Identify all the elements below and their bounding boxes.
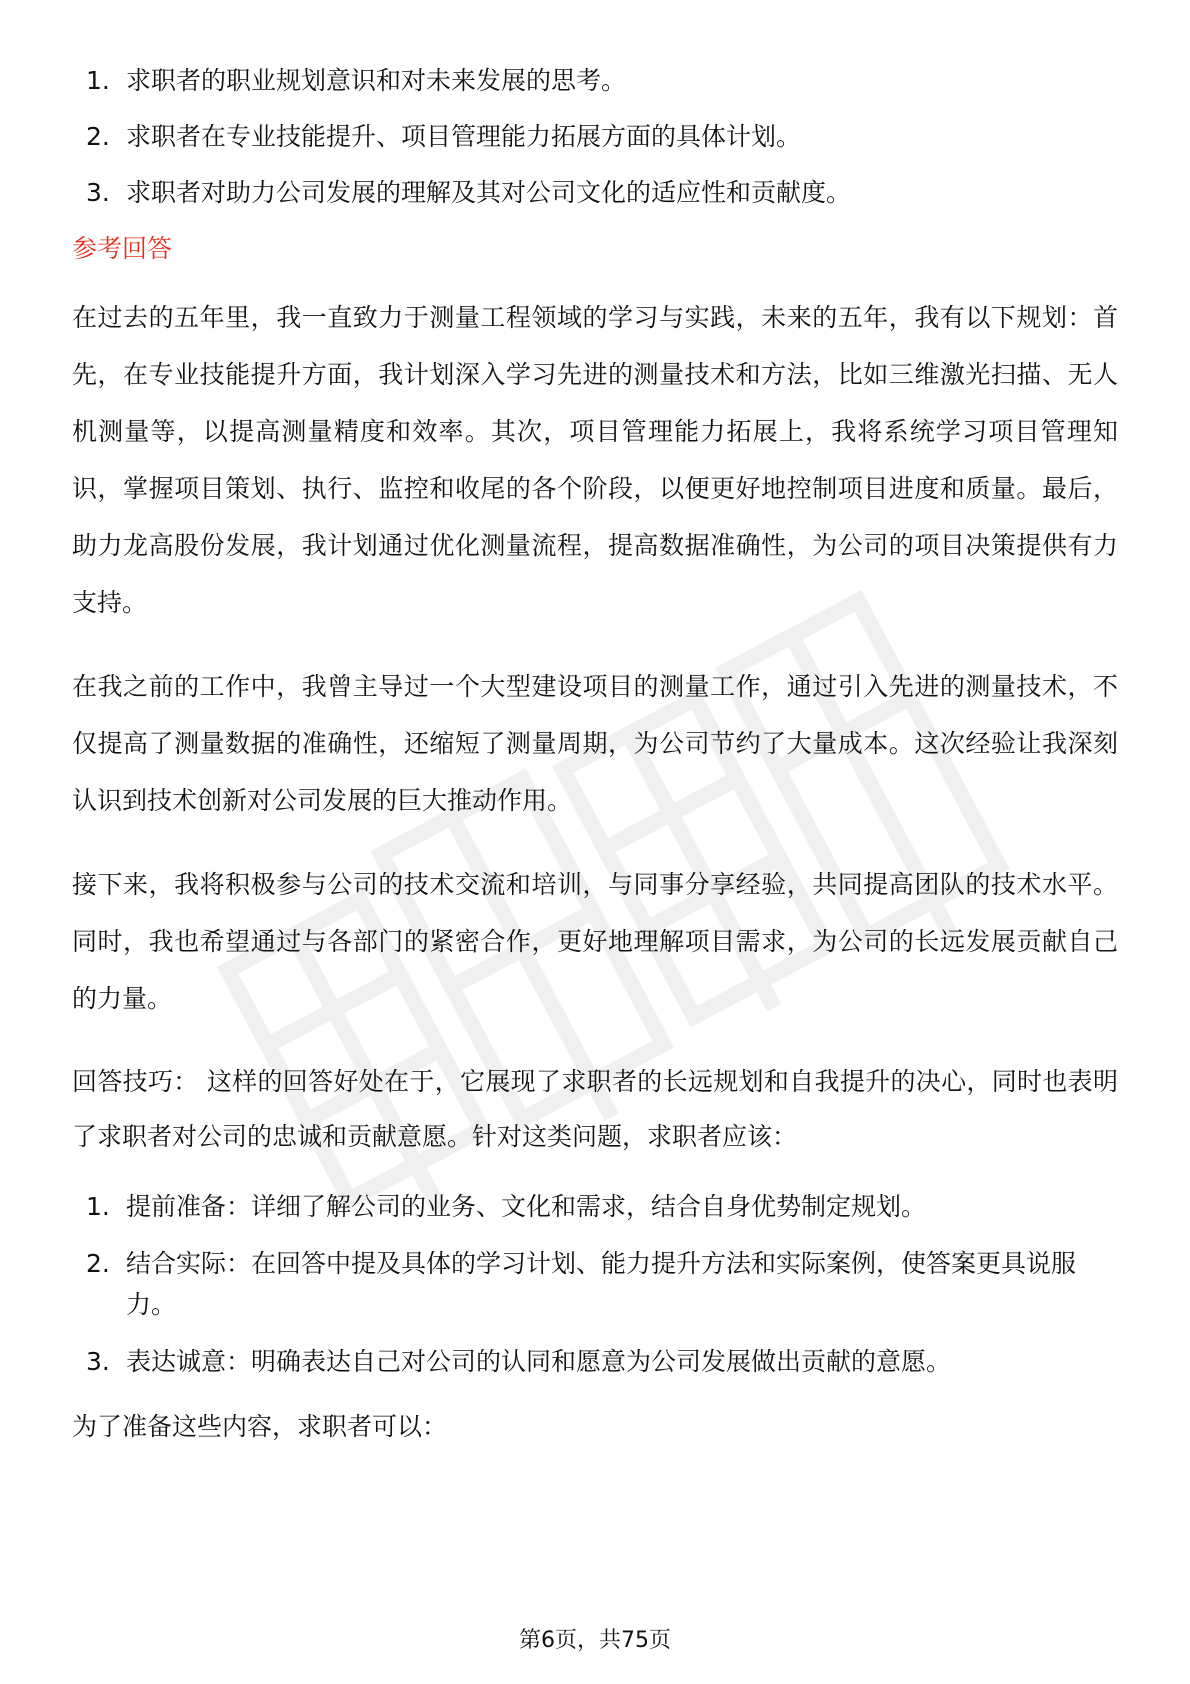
list-text: 提前准备：详细了解公司的业务、文化和需求，结合自身优势制定规划。 (126, 1192, 927, 1221)
list-text: 表达诚意：明确表达自己对公司的认同和愿意为公司发展做出贡献的意愿。 (126, 1347, 952, 1376)
list-item (72, 116, 1118, 157)
list-text: 结合实际：在回答中提及具体的学习计划、能力提升方法和实际案例，使答案更具说服力。 (126, 1249, 1077, 1319)
list-item (72, 60, 1118, 101)
list-text: 求职者的职业规划意识和对未来发展的思考。 (126, 66, 627, 95)
list-item (72, 1186, 1118, 1227)
list-number: 3. (86, 178, 110, 207)
list-number: 2. (86, 1249, 110, 1278)
page-footer: 第6页，共75页 (519, 1628, 671, 1653)
list-number: 3. (86, 1347, 110, 1376)
section-title-reference-answer: 参考回答 (72, 234, 173, 263)
document-content (72, 60, 1118, 1455)
answer-paragraph: 在我之前的工作中，我曾主导过一个大型建设项目的测量工作，通过引入先进的测量技术，不仅提高了测量数据的准确性，还缩短了测量周期，为公司节约了大量成本。这次经验让我深刻认识到技术创新对公司发展的巨大推动作用。 (72, 672, 1118, 815)
list-number: 1. (86, 66, 110, 95)
tips-list (72, 1186, 1118, 1382)
list-item (72, 172, 1118, 213)
tips-paragraph: 回答技巧： 这样的回答好处在于，它展现了求职者的长远规划和自我提升的决心，同时也表明了求职者对公司的忠诚和贡献意愿。针对这类问题，求职者应该： (72, 1067, 1118, 1151)
closing-paragraph: 为了准备这些内容，求职者可以： (72, 1412, 448, 1441)
list-number: 1. (86, 1192, 110, 1221)
answer-paragraph: 接下来，我将积极参与公司的技术交流和培训，与同事分享经验，共同提高团队的技术水平。同时，我也希望通过与各部门的紧密合作，更好地理解项目需求，为公司的长远发展贡献自己的力量。 (72, 870, 1118, 1013)
list-text: 求职者在专业技能提升、项目管理能力拓展方面的具体计划。 (126, 122, 802, 151)
list-item (72, 1243, 1118, 1325)
criteria-list (72, 60, 1118, 213)
list-text: 求职者对助力公司发展的理解及其对公司文化的适应性和贡献度。 (126, 178, 852, 207)
list-number: 2. (86, 122, 110, 151)
list-item (72, 1341, 1118, 1382)
answer-paragraph: 在过去的五年里，我一直致力于测量工程领域的学习与实践，未来的五年，我有以下规划：首先，在专业技能提升方面，我计划深入学习先进的测量技术和方法，比如三维激光扫描、无人机测量等，以提高测量精度和效率。其次，项目管理能力拓展上，我将系统学习项目管理知识，掌握项目策划、执行、监控和收尾的各个阶段，以便更好地控制项目进度和质量。最后，助力龙高股份发展，我计划通过优化测量流程，提高数据准确性，为公司的项目决策提供有力支持。 (72, 303, 1118, 617)
